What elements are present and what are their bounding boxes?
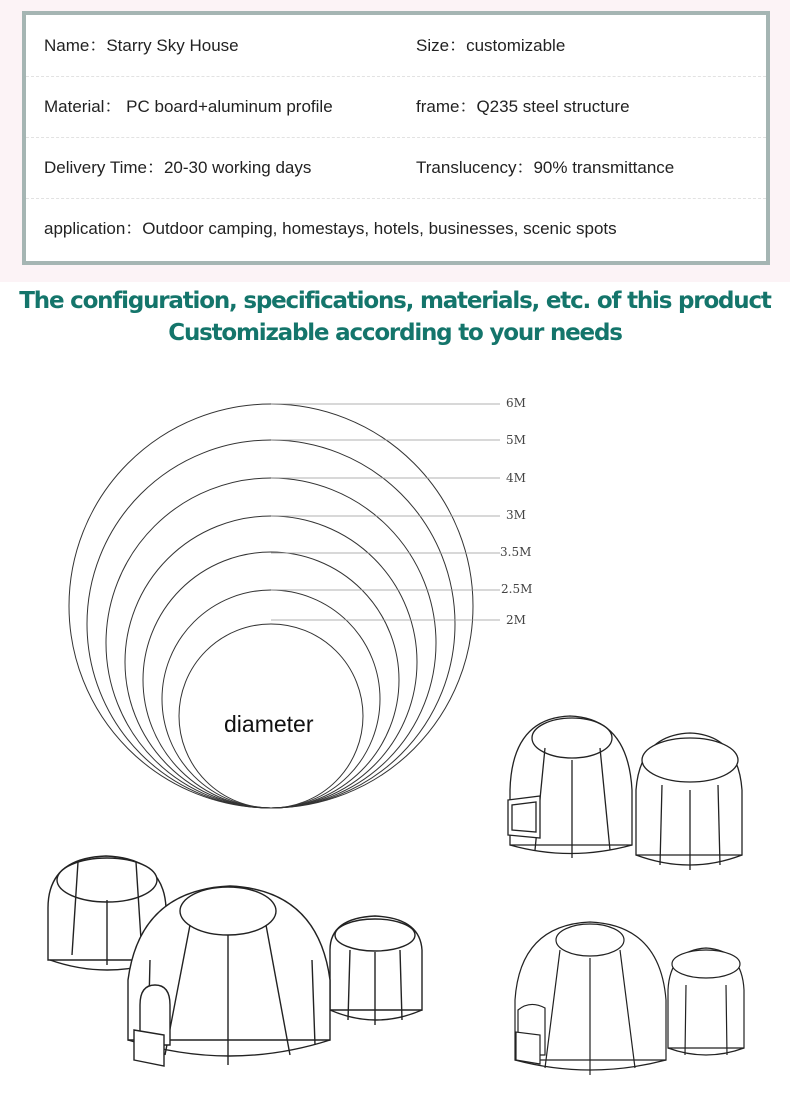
circle-4m [106,478,436,808]
spec-frame: frame：Q235 steel structure [416,97,630,116]
spec-name: Name：Starry Sky House [44,36,239,55]
dome-group-pair [508,716,742,870]
spec-delivery-time: Delivery Time：20-30 working days [44,158,312,177]
size-label-6m: 6M [506,396,526,410]
circle-6m [69,404,473,808]
spec-size: Size：customizable [416,36,566,55]
spec-translucency: Translucency：90% transmittance [416,158,675,177]
size-label-3-5m: 3.5M [500,545,532,559]
size-label-2-5m: 2.5M [501,582,533,596]
size-label-4m: 4M [506,471,526,485]
headline-line-2: Customizable according to your needs [168,320,622,346]
headline-line-1: The configuration, specifications, materials, etc. of this product [19,288,771,314]
size-label-2m: 2M [506,613,526,627]
spec-material: Material： PC board+aluminum profile [44,97,333,116]
dome-group-large [48,856,422,1066]
spec-application: application：Outdoor camping, homestays, hotels, businesses, scenic spots [44,219,617,238]
size-label-5m: 5M [506,433,526,447]
dome-group-small [515,922,744,1075]
circle-2-5m [162,590,380,808]
size-label-3m: 3M [506,508,526,522]
diameter-label: diameter [224,711,314,737]
